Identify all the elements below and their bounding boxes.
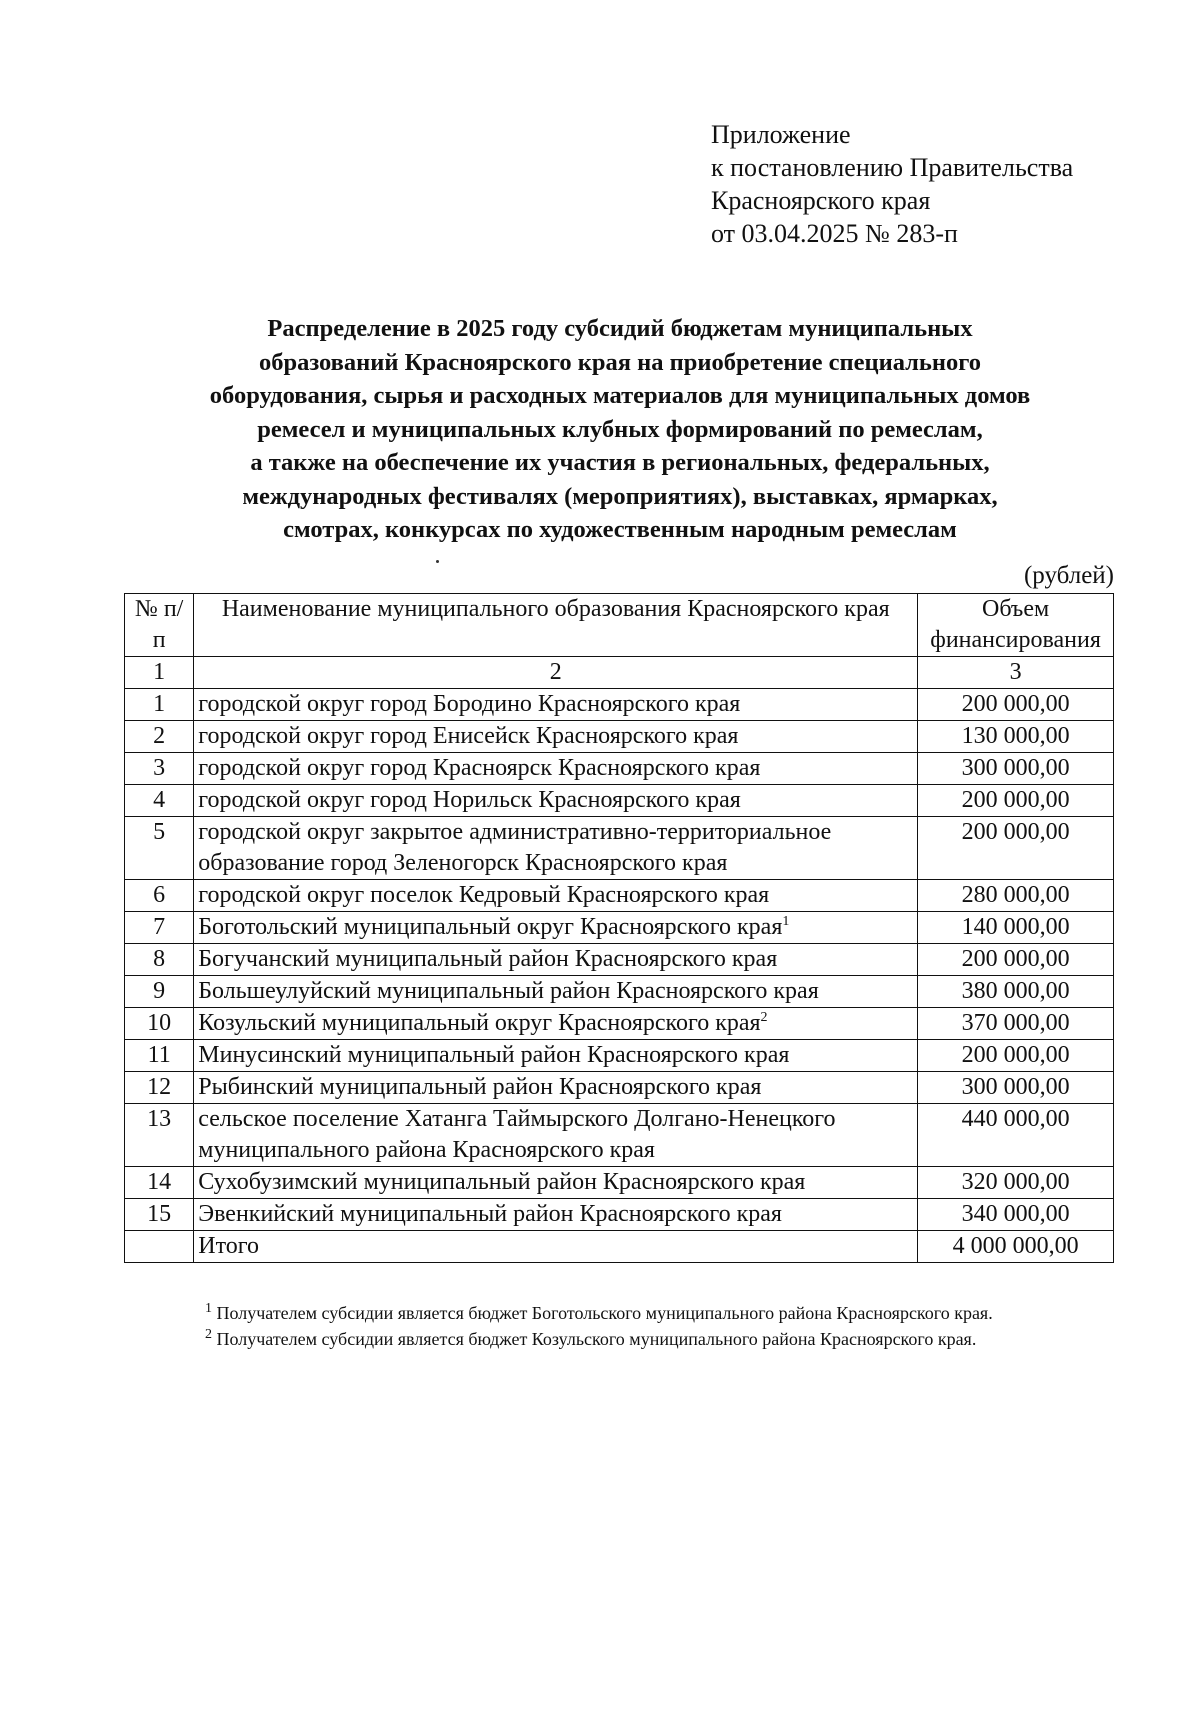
row-amount: 200 000,00 xyxy=(918,785,1114,817)
footnotes xyxy=(205,1300,993,1352)
row-number: 9 xyxy=(125,976,194,1008)
table-row xyxy=(125,976,1114,1008)
table-row xyxy=(125,721,1114,753)
table-row xyxy=(125,880,1114,912)
row-name-text: Боготольский муниципальный округ Красноярского края xyxy=(198,914,783,940)
footnote-mark: 2 xyxy=(205,1327,212,1342)
row-name-text: сельское поселение Хатанга Таймырского Долгано-Ненецкого муниципального района Красноярского края xyxy=(198,1106,836,1163)
row-number: 13 xyxy=(125,1104,194,1167)
row-amount: 200 000,00 xyxy=(918,817,1114,880)
row-amount: 200 000,00 xyxy=(918,689,1114,721)
row-name xyxy=(194,689,918,721)
table-total-row xyxy=(125,1231,1114,1263)
table-header-row xyxy=(125,594,1114,657)
table-row xyxy=(125,689,1114,721)
scan-speck xyxy=(436,560,439,563)
total-label: Итого xyxy=(194,1231,918,1263)
table-row xyxy=(125,1199,1114,1231)
table-row xyxy=(125,817,1114,880)
units-label: (рублей) xyxy=(1023,562,1114,589)
row-amount: 300 000,00 xyxy=(918,753,1114,785)
row-name xyxy=(194,1072,918,1104)
row-name xyxy=(194,753,918,785)
footnote-text: Получателем субсидии является бюджет Козульского муниципального района Красноярского края. xyxy=(216,1329,977,1349)
row-name-text: городской округ поселок Кедровый Красноярского края xyxy=(198,882,770,908)
row-name-text: Эвенкийский муниципальный район Красноярского края xyxy=(198,1201,782,1227)
table-row xyxy=(125,1040,1114,1072)
row-amount: 300 000,00 xyxy=(918,1072,1114,1104)
row-amount: 130 000,00 xyxy=(918,721,1114,753)
header-number: № п/п xyxy=(125,594,194,657)
row-number: 4 xyxy=(125,785,194,817)
footnote xyxy=(205,1326,993,1352)
index-cell: 3 xyxy=(918,657,1114,689)
row-number: 2 xyxy=(125,721,194,753)
row-name-text: городской округ город Норильск Красноярского края xyxy=(198,787,741,813)
table-row xyxy=(125,944,1114,976)
row-name xyxy=(194,817,918,880)
row-number: 11 xyxy=(125,1040,194,1072)
title-line: Распределение в 2025 году субсидий бюджетам муниципальных xyxy=(267,315,973,342)
appendix-line: к постановлению Правительства xyxy=(711,153,1074,182)
row-number: 14 xyxy=(125,1167,194,1199)
row-name xyxy=(194,976,918,1008)
table-row xyxy=(125,912,1114,944)
row-amount: 440 000,00 xyxy=(918,1104,1114,1167)
index-cell: 1 xyxy=(125,657,194,689)
row-name xyxy=(194,1167,918,1199)
footnote-ref: 1 xyxy=(782,914,790,929)
title-line: оборудования, сырья и расходных материалов для муниципальных домов xyxy=(209,382,1031,409)
table-row xyxy=(125,785,1114,817)
footnote-ref: 2 xyxy=(760,1010,768,1025)
row-name-text: городской округ город Бородино Красноярского края xyxy=(198,691,741,717)
row-name-text: Богучанский муниципальный район Красноярского края xyxy=(198,946,778,972)
row-name-text: Рыбинский муниципальный район Красноярского края xyxy=(198,1074,762,1100)
table-row xyxy=(125,1072,1114,1104)
row-name-text: Большеулуйский муниципальный район Красноярского края xyxy=(198,978,819,1004)
row-number: 12 xyxy=(125,1072,194,1104)
row-number: 3 xyxy=(125,753,194,785)
row-name xyxy=(194,944,918,976)
table-index-row xyxy=(125,657,1114,689)
document-title xyxy=(120,312,1120,547)
header-amount: Объем финансирования xyxy=(918,594,1114,657)
row-amount: 200 000,00 xyxy=(918,944,1114,976)
total-amount: 4 000 000,00 xyxy=(918,1231,1114,1263)
header-name: Наименование муниципального образования Красноярского края xyxy=(194,594,918,657)
row-number: 5 xyxy=(125,817,194,880)
appendix-header xyxy=(711,118,1073,250)
footnote-text: Получателем субсидии является бюджет Боготольского муниципального района Красноярского края. xyxy=(216,1303,993,1323)
row-name xyxy=(194,1008,918,1040)
total-number-cell xyxy=(125,1231,194,1263)
appendix-line: Приложение xyxy=(711,120,851,149)
row-amount: 280 000,00 xyxy=(918,880,1114,912)
row-name-text: городской округ закрытое административно-территориальное образование город Зеленогорск Красноярского края xyxy=(198,819,832,876)
row-name-text: Козульский муниципальный округ Красноярского края xyxy=(198,1010,761,1036)
row-name xyxy=(194,1040,918,1072)
row-name-text: городской округ город Красноярск Красноярского края xyxy=(198,755,761,781)
row-number: 1 xyxy=(125,689,194,721)
row-number: 6 xyxy=(125,880,194,912)
row-amount: 380 000,00 xyxy=(918,976,1114,1008)
row-number: 7 xyxy=(125,912,194,944)
title-line: образований Красноярского края на приобретение специального xyxy=(258,348,982,376)
title-line: международных фестивалях (мероприятиях), выставках, ярмарках, xyxy=(242,482,998,510)
table-row xyxy=(125,1167,1114,1199)
row-name-text: Минусинский муниципальный район Красноярского края xyxy=(198,1042,790,1068)
appendix-line: от 03.04.2025 № 283-п xyxy=(711,219,958,248)
title-line: смотрах, конкурсах по художественным народным ремеслам xyxy=(283,516,957,543)
appendix-line: Красноярского края xyxy=(711,186,931,215)
row-amount: 370 000,00 xyxy=(918,1008,1114,1040)
row-number: 8 xyxy=(125,944,194,976)
row-name xyxy=(194,1199,918,1231)
row-name xyxy=(194,880,918,912)
row-amount: 320 000,00 xyxy=(918,1167,1114,1199)
row-amount: 200 000,00 xyxy=(918,1040,1114,1072)
row-number: 10 xyxy=(125,1008,194,1040)
table-row xyxy=(125,1008,1114,1040)
footnote-mark: 1 xyxy=(205,1301,212,1316)
index-cell: 2 xyxy=(194,657,918,689)
row-number: 15 xyxy=(125,1199,194,1231)
title-line: ремесел и муниципальных клубных формирований по ремеслам, xyxy=(257,415,983,443)
row-name-text: городской округ город Енисейск Красноярского края xyxy=(198,723,739,749)
row-amount: 340 000,00 xyxy=(918,1199,1114,1231)
title-line: а также на обеспечение их участия в региональных, федеральных, xyxy=(250,449,990,476)
row-name xyxy=(194,912,918,944)
row-amount: 140 000,00 xyxy=(918,912,1114,944)
row-name xyxy=(194,1104,918,1167)
footnote xyxy=(205,1300,993,1326)
table-row xyxy=(125,1104,1114,1167)
row-name-text: Сухобузимский муниципальный район Красноярского края xyxy=(198,1169,806,1195)
table-row xyxy=(125,753,1114,785)
row-name xyxy=(194,721,918,753)
distribution-table xyxy=(124,593,1114,1263)
row-name xyxy=(194,785,918,817)
